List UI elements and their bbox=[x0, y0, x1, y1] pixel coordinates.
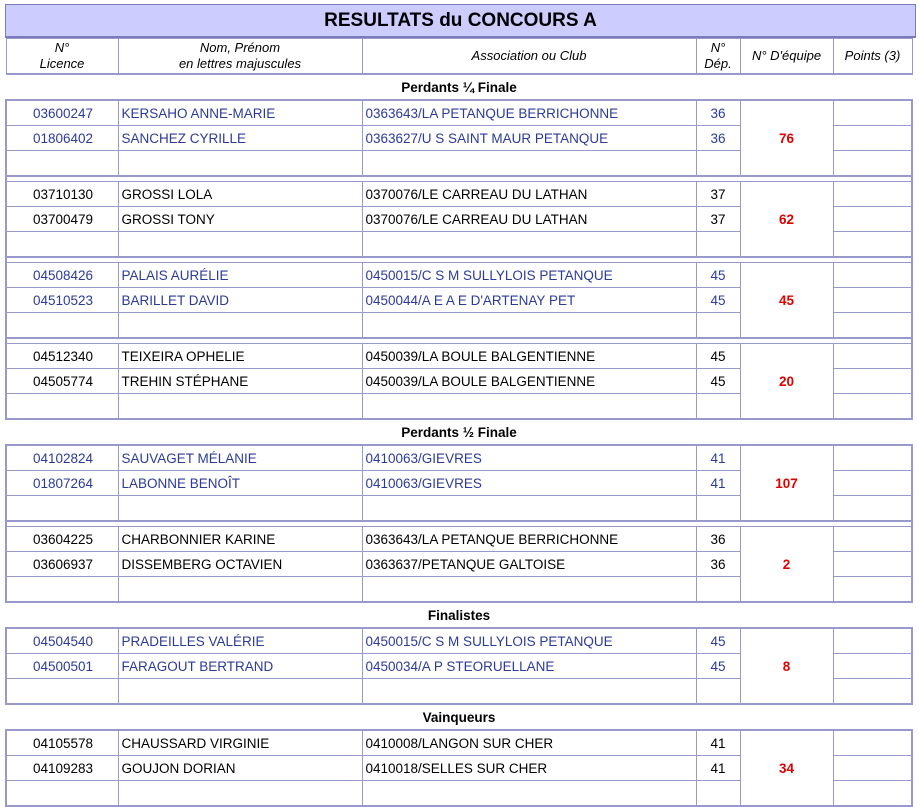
name-cell: PALAIS AURÉLIE bbox=[118, 263, 362, 288]
player-row bbox=[6, 730, 912, 756]
points-cell bbox=[833, 313, 912, 339]
points-cell bbox=[833, 151, 912, 177]
dep-cell: 41 bbox=[696, 445, 740, 471]
licence-cell bbox=[6, 232, 118, 258]
club-cell: 0450039/LA BOULE BALGENTIENNE bbox=[362, 369, 696, 394]
licence-cell bbox=[6, 394, 118, 420]
club-cell: 0450034/A P STEORUELLANE bbox=[362, 654, 696, 679]
name-cell bbox=[118, 232, 362, 258]
dep-cell bbox=[696, 679, 740, 705]
club-cell bbox=[362, 679, 696, 705]
dep-cell: 41 bbox=[696, 756, 740, 781]
licence-cell: 04109283 bbox=[6, 756, 118, 781]
section-header bbox=[6, 602, 912, 628]
name-cell: FARAGOUT BERTRAND bbox=[118, 654, 362, 679]
club-cell: 0410063/GIEVRES bbox=[362, 471, 696, 496]
points-cell bbox=[833, 471, 912, 496]
licence-cell bbox=[6, 151, 118, 177]
club-cell: 0370076/LE CARREAU DU LATHAN bbox=[362, 182, 696, 207]
points-cell bbox=[833, 654, 912, 679]
team-number: 62 bbox=[740, 182, 833, 258]
points-cell bbox=[833, 232, 912, 258]
points-cell bbox=[833, 394, 912, 420]
dep-cell: 36 bbox=[696, 100, 740, 126]
header-name: Nom, Prénom en lettres majuscules bbox=[118, 39, 362, 75]
name-cell: SANCHEZ CYRILLE bbox=[118, 126, 362, 151]
name-cell: CHAUSSARD VIRGINIE bbox=[118, 730, 362, 756]
licence-cell: 03710130 bbox=[6, 182, 118, 207]
club-cell: 0363637/PETANQUE GALTOISE bbox=[362, 552, 696, 577]
dep-cell bbox=[696, 496, 740, 522]
player-row bbox=[6, 445, 912, 471]
team-number: 20 bbox=[740, 344, 833, 420]
licence-cell: 01806402 bbox=[6, 126, 118, 151]
licence-cell: 03600247 bbox=[6, 100, 118, 126]
dep-cell bbox=[696, 577, 740, 603]
dep-cell bbox=[696, 151, 740, 177]
name-cell bbox=[118, 496, 362, 522]
club-cell: 0370076/LE CARREAU DU LATHAN bbox=[362, 207, 696, 232]
points-cell bbox=[833, 730, 912, 756]
name-cell bbox=[118, 781, 362, 807]
points-cell bbox=[833, 577, 912, 603]
section-label: Vainqueurs bbox=[6, 704, 912, 730]
team-number: 2 bbox=[740, 527, 833, 603]
header-dep: N° Dép. bbox=[696, 39, 740, 75]
name-cell: GROSSI TONY bbox=[118, 207, 362, 232]
points-cell bbox=[833, 496, 912, 522]
dep-cell: 37 bbox=[696, 182, 740, 207]
points-cell bbox=[833, 100, 912, 126]
club-cell: 0450044/A E A E D'ARTENAY PET bbox=[362, 288, 696, 313]
licence-cell: 04505774 bbox=[6, 369, 118, 394]
player-row bbox=[6, 628, 912, 654]
club-cell: 0410063/GIEVRES bbox=[362, 445, 696, 471]
dep-cell: 45 bbox=[696, 263, 740, 288]
licence-cell bbox=[6, 577, 118, 603]
team-number: 8 bbox=[740, 628, 833, 704]
licence-cell bbox=[6, 496, 118, 522]
dep-cell bbox=[696, 781, 740, 807]
club-cell bbox=[362, 232, 696, 258]
dep-cell: 36 bbox=[696, 552, 740, 577]
player-row bbox=[6, 182, 912, 207]
name-cell: GROSSI LOLA bbox=[118, 182, 362, 207]
points-cell bbox=[833, 445, 912, 471]
name-cell: DISSEMBERG OCTAVIEN bbox=[118, 552, 362, 577]
dep-cell bbox=[696, 394, 740, 420]
points-cell bbox=[833, 182, 912, 207]
points-cell bbox=[833, 288, 912, 313]
licence-cell: 04105578 bbox=[6, 730, 118, 756]
licence-cell: 03604225 bbox=[6, 527, 118, 552]
team-number: 107 bbox=[740, 445, 833, 521]
page-title: RESULTATS du CONCOURS A bbox=[5, 4, 916, 38]
section-header bbox=[6, 74, 912, 100]
points-cell bbox=[833, 781, 912, 807]
player-row bbox=[6, 344, 912, 369]
club-cell: 0450015/C S M SULLYLOIS PETANQUE bbox=[362, 263, 696, 288]
club-cell: 0410018/SELLES SUR CHER bbox=[362, 756, 696, 781]
club-cell: 0363643/LA PETANQUE BERRICHONNE bbox=[362, 527, 696, 552]
team-number: 45 bbox=[740, 263, 833, 339]
points-cell bbox=[833, 207, 912, 232]
points-cell bbox=[833, 263, 912, 288]
dep-cell: 45 bbox=[696, 344, 740, 369]
dep-cell bbox=[696, 232, 740, 258]
dep-cell: 45 bbox=[696, 654, 740, 679]
club-cell bbox=[362, 781, 696, 807]
points-cell bbox=[833, 126, 912, 151]
player-row bbox=[6, 527, 912, 552]
club-cell bbox=[362, 577, 696, 603]
name-cell: SAUVAGET MÉLANIE bbox=[118, 445, 362, 471]
club-cell: 0363643/LA PETANQUE BERRICHONNE bbox=[362, 100, 696, 126]
name-cell: GOUJON DORIAN bbox=[118, 756, 362, 781]
points-cell bbox=[833, 369, 912, 394]
header-club: Association ou Club bbox=[362, 39, 696, 75]
name-cell: LABONNE BENOÎT bbox=[118, 471, 362, 496]
name-cell bbox=[118, 679, 362, 705]
licence-cell: 01807264 bbox=[6, 471, 118, 496]
player-row bbox=[6, 263, 912, 288]
header-points: Points (3) bbox=[833, 39, 912, 75]
section-label: Perdants ¼ Finale bbox=[6, 74, 912, 100]
dep-cell: 41 bbox=[696, 471, 740, 496]
licence-cell: 03606937 bbox=[6, 552, 118, 577]
name-cell: TEIXEIRA OPHELIE bbox=[118, 344, 362, 369]
header-row bbox=[6, 39, 912, 75]
club-cell: 0450015/C S M SULLYLOIS PETANQUE bbox=[362, 628, 696, 654]
points-cell bbox=[833, 628, 912, 654]
licence-cell: 04512340 bbox=[6, 344, 118, 369]
results-sheet bbox=[5, 0, 916, 807]
points-cell bbox=[833, 527, 912, 552]
header-licence: N° Licence bbox=[6, 39, 118, 75]
name-cell bbox=[118, 394, 362, 420]
name-cell: BARILLET DAVID bbox=[118, 288, 362, 313]
name-cell: KERSAHO ANNE-MARIE bbox=[118, 100, 362, 126]
section-header bbox=[6, 704, 912, 730]
licence-cell: 04102824 bbox=[6, 445, 118, 471]
licence-cell: 04510523 bbox=[6, 288, 118, 313]
results-table bbox=[5, 38, 913, 807]
club-cell bbox=[362, 313, 696, 339]
licence-cell bbox=[6, 679, 118, 705]
name-cell: TREHIN STÉPHANE bbox=[118, 369, 362, 394]
dep-cell: 36 bbox=[696, 126, 740, 151]
points-cell bbox=[833, 344, 912, 369]
dep-cell: 45 bbox=[696, 628, 740, 654]
name-cell: PRADEILLES VALÉRIE bbox=[118, 628, 362, 654]
licence-cell: 04508426 bbox=[6, 263, 118, 288]
dep-cell: 36 bbox=[696, 527, 740, 552]
club-cell bbox=[362, 496, 696, 522]
points-cell bbox=[833, 552, 912, 577]
dep-cell: 41 bbox=[696, 730, 740, 756]
player-row bbox=[6, 100, 912, 126]
team-number: 76 bbox=[740, 100, 833, 176]
dep-cell: 45 bbox=[696, 288, 740, 313]
licence-cell bbox=[6, 313, 118, 339]
name-cell bbox=[118, 313, 362, 339]
licence-cell: 04504540 bbox=[6, 628, 118, 654]
licence-cell bbox=[6, 781, 118, 807]
dep-cell: 37 bbox=[696, 207, 740, 232]
club-cell bbox=[362, 394, 696, 420]
section-label: Finalistes bbox=[6, 602, 912, 628]
team-number: 34 bbox=[740, 730, 833, 806]
name-cell: CHARBONNIER KARINE bbox=[118, 527, 362, 552]
dep-cell: 45 bbox=[696, 369, 740, 394]
club-cell: 0363627/U S SAINT MAUR PETANQUE bbox=[362, 126, 696, 151]
dep-cell bbox=[696, 313, 740, 339]
header-team: N° D'équipe bbox=[740, 39, 833, 75]
club-cell bbox=[362, 151, 696, 177]
club-cell: 0450039/LA BOULE BALGENTIENNE bbox=[362, 344, 696, 369]
name-cell bbox=[118, 151, 362, 177]
licence-cell: 03700479 bbox=[6, 207, 118, 232]
licence-cell: 04500501 bbox=[6, 654, 118, 679]
section-header bbox=[6, 419, 912, 445]
section-label: Perdants ½ Finale bbox=[6, 419, 912, 445]
points-cell bbox=[833, 679, 912, 705]
points-cell bbox=[833, 756, 912, 781]
name-cell bbox=[118, 577, 362, 603]
club-cell: 0410008/LANGON SUR CHER bbox=[362, 730, 696, 756]
